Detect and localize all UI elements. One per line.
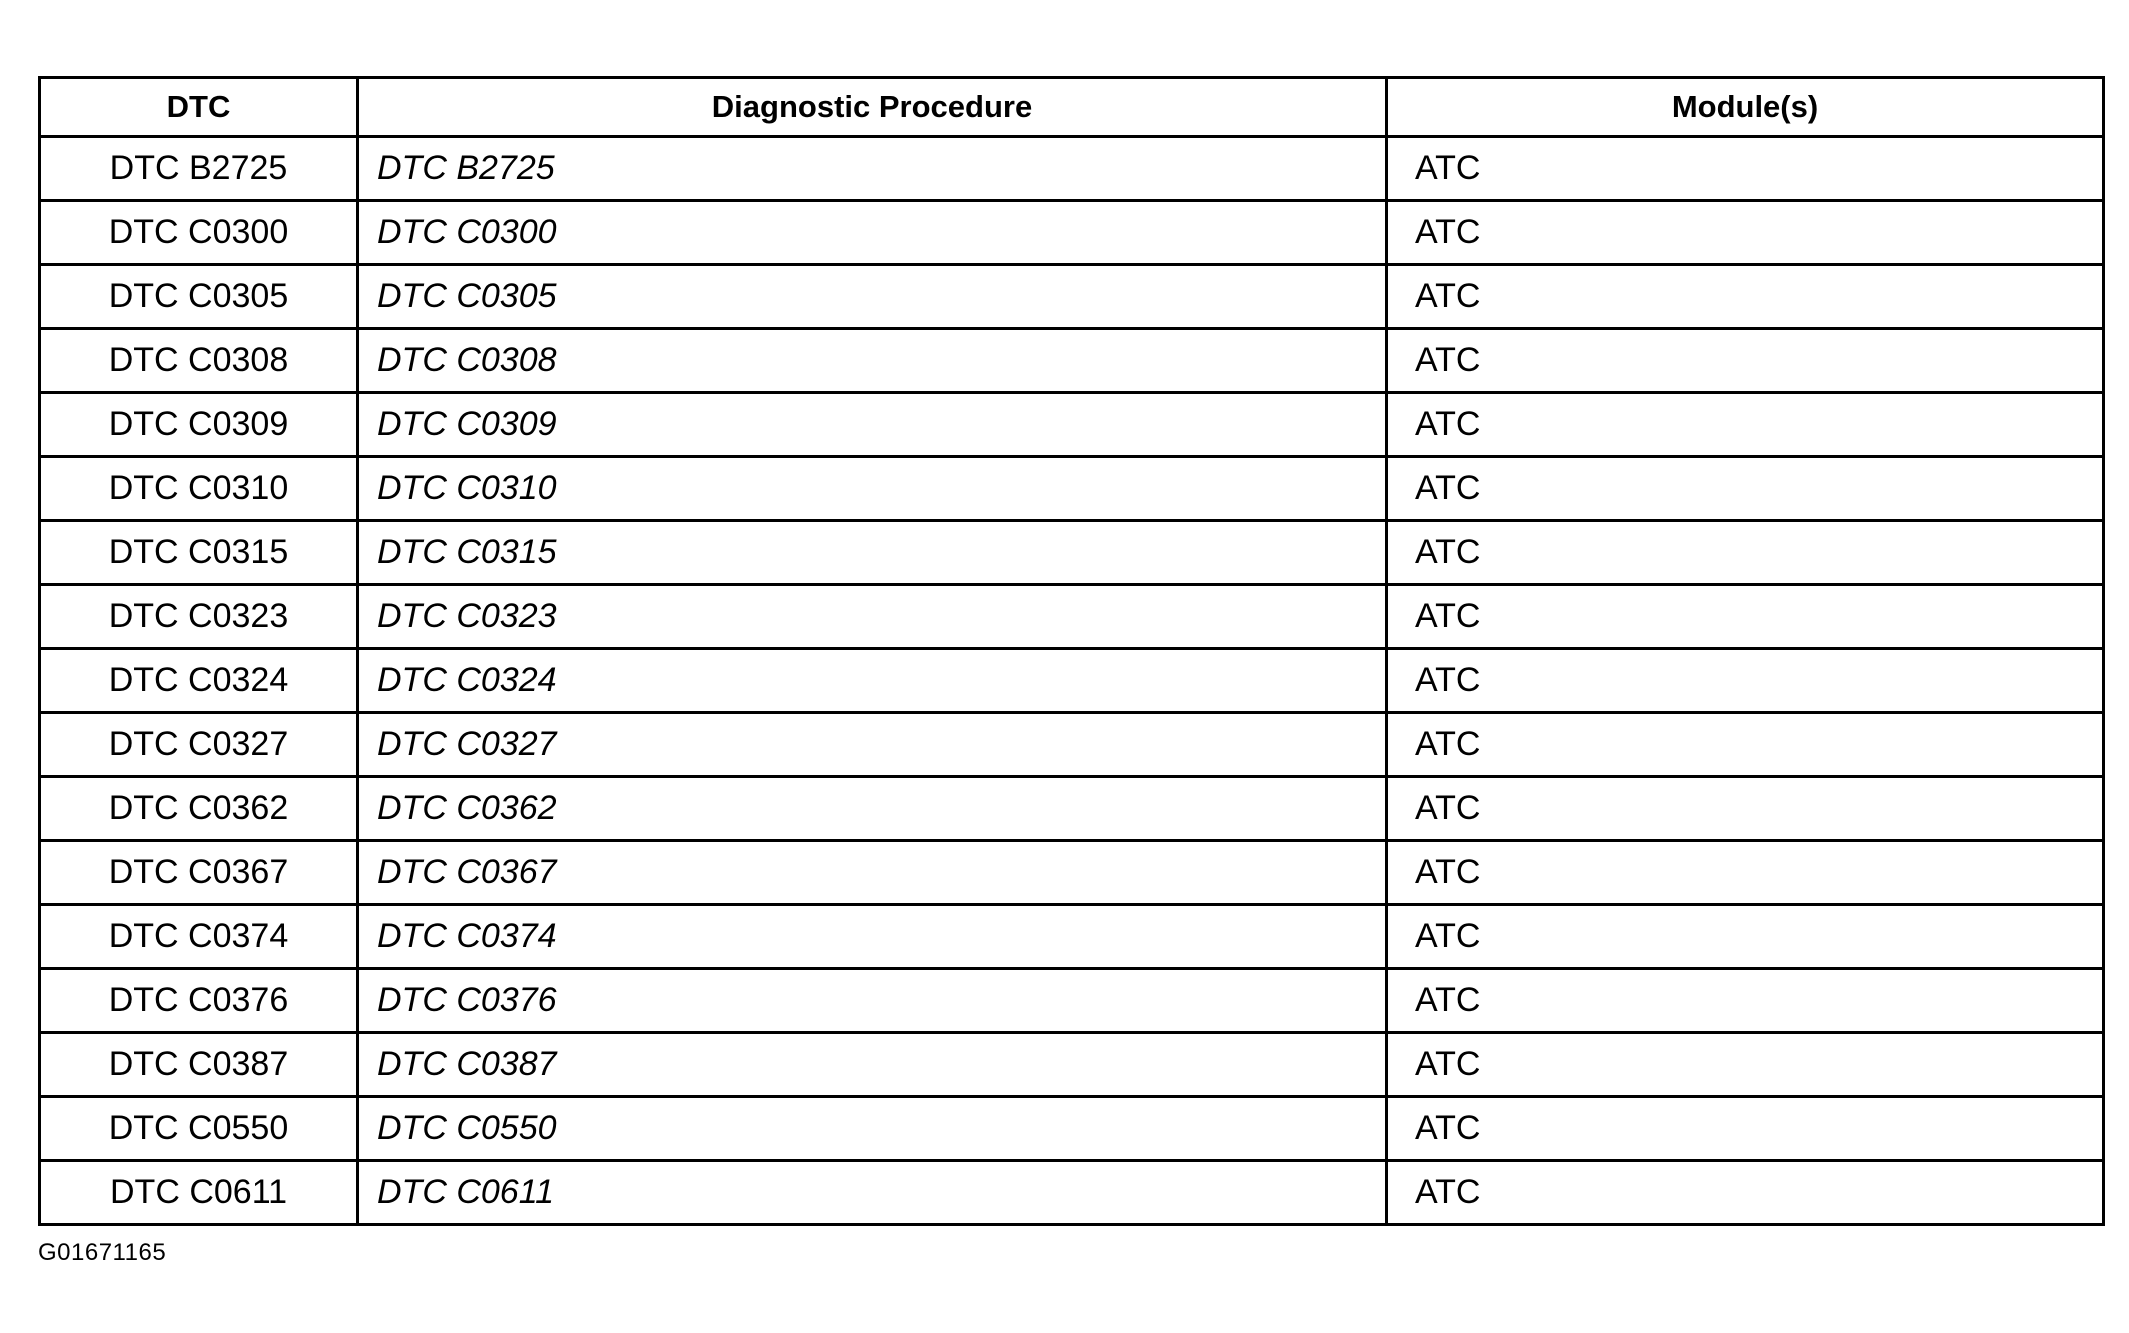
module-cell: ATC bbox=[1387, 521, 2104, 585]
module-cell: ATC bbox=[1387, 777, 2104, 841]
dtc-code-cell: DTC C0367 bbox=[40, 841, 358, 905]
table-row bbox=[40, 265, 2104, 329]
table-row bbox=[40, 905, 2104, 969]
table-row bbox=[40, 393, 2104, 457]
dtc-code-cell: DTC C0374 bbox=[40, 905, 358, 969]
dtc-table bbox=[38, 76, 2105, 1226]
dtc-code-cell: DTC C0611 bbox=[40, 1161, 358, 1225]
table-header-row bbox=[40, 78, 2104, 137]
procedure-link[interactable]: DTC C0324 bbox=[358, 649, 1387, 713]
header-diagnostic-procedure: Diagnostic Procedure bbox=[358, 78, 1387, 137]
procedure-link[interactable]: DTC C0376 bbox=[358, 969, 1387, 1033]
table-row bbox=[40, 329, 2104, 393]
module-cell: ATC bbox=[1387, 265, 2104, 329]
table-row bbox=[40, 137, 2104, 201]
procedure-link[interactable]: DTC C0387 bbox=[358, 1033, 1387, 1097]
dtc-code-cell: DTC C0327 bbox=[40, 713, 358, 777]
dtc-code-cell: DTC B2725 bbox=[40, 137, 358, 201]
module-cell: ATC bbox=[1387, 1097, 2104, 1161]
dtc-code-cell: DTC C0362 bbox=[40, 777, 358, 841]
module-cell: ATC bbox=[1387, 585, 2104, 649]
dtc-code-cell: DTC C0308 bbox=[40, 329, 358, 393]
table-row bbox=[40, 1161, 2104, 1225]
dtc-code-cell: DTC C0324 bbox=[40, 649, 358, 713]
table-body bbox=[40, 137, 2104, 1225]
table-row bbox=[40, 521, 2104, 585]
module-cell: ATC bbox=[1387, 1161, 2104, 1225]
header-dtc: DTC bbox=[40, 78, 358, 137]
procedure-link[interactable]: DTC C0367 bbox=[358, 841, 1387, 905]
procedure-link[interactable]: DTC C0323 bbox=[358, 585, 1387, 649]
dtc-code-cell: DTC C0310 bbox=[40, 457, 358, 521]
procedure-link[interactable]: DTC C0308 bbox=[358, 329, 1387, 393]
procedure-link[interactable]: DTC C0315 bbox=[358, 521, 1387, 585]
table-row bbox=[40, 1097, 2104, 1161]
module-cell: ATC bbox=[1387, 713, 2104, 777]
table-row bbox=[40, 649, 2104, 713]
procedure-link[interactable]: DTC C0300 bbox=[358, 201, 1387, 265]
module-cell: ATC bbox=[1387, 649, 2104, 713]
module-cell: ATC bbox=[1387, 969, 2104, 1033]
module-cell: ATC bbox=[1387, 457, 2104, 521]
procedure-link[interactable]: DTC C0309 bbox=[358, 393, 1387, 457]
table-row bbox=[40, 969, 2104, 1033]
table-row bbox=[40, 201, 2104, 265]
procedure-link[interactable]: DTC C0310 bbox=[358, 457, 1387, 521]
procedure-link[interactable]: DTC C0362 bbox=[358, 777, 1387, 841]
table-row bbox=[40, 713, 2104, 777]
dtc-code-cell: DTC C0305 bbox=[40, 265, 358, 329]
procedure-link[interactable]: DTC C0327 bbox=[358, 713, 1387, 777]
module-cell: ATC bbox=[1387, 1033, 2104, 1097]
module-cell: ATC bbox=[1387, 905, 2104, 969]
procedure-link[interactable]: DTC C0374 bbox=[358, 905, 1387, 969]
module-cell: ATC bbox=[1387, 201, 2104, 265]
dtc-code-cell: DTC C0309 bbox=[40, 393, 358, 457]
table-row bbox=[40, 585, 2104, 649]
header-modules: Module(s) bbox=[1387, 78, 2104, 137]
table-row bbox=[40, 457, 2104, 521]
procedure-link[interactable]: DTC C0550 bbox=[358, 1097, 1387, 1161]
dtc-code-cell: DTC C0300 bbox=[40, 201, 358, 265]
dtc-code-cell: DTC C0550 bbox=[40, 1097, 358, 1161]
dtc-code-cell: DTC C0323 bbox=[40, 585, 358, 649]
table-row bbox=[40, 777, 2104, 841]
table-row bbox=[40, 1033, 2104, 1097]
procedure-link[interactable]: DTC C0305 bbox=[358, 265, 1387, 329]
module-cell: ATC bbox=[1387, 393, 2104, 457]
module-cell: ATC bbox=[1387, 841, 2104, 905]
dtc-code-cell: DTC C0387 bbox=[40, 1033, 358, 1097]
module-cell: ATC bbox=[1387, 329, 2104, 393]
table-row bbox=[40, 841, 2104, 905]
procedure-link[interactable]: DTC C0611 bbox=[358, 1161, 1387, 1225]
procedure-link[interactable]: DTC B2725 bbox=[358, 137, 1387, 201]
dtc-code-cell: DTC C0315 bbox=[40, 521, 358, 585]
figure-id: G01671165 bbox=[38, 1239, 167, 1266]
module-cell: ATC bbox=[1387, 137, 2104, 201]
dtc-code-cell: DTC C0376 bbox=[40, 969, 358, 1033]
